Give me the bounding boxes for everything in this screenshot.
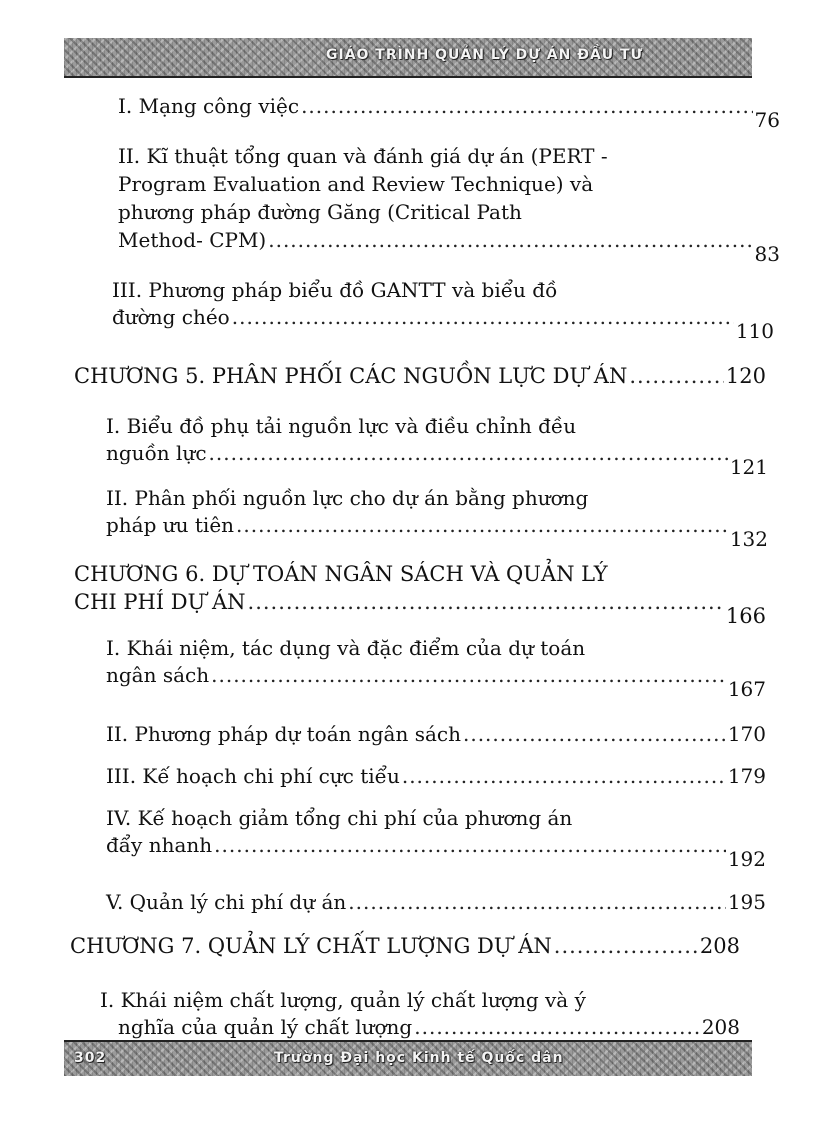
toc-page-number: 120	[725, 364, 766, 388]
leader-dots	[236, 511, 728, 539]
toc-chapter	[74, 588, 766, 628]
toc-entry-text: I. Khái niệm chất lượng, quản lý chất lượng và ý	[100, 988, 586, 1012]
leader-dots	[211, 661, 726, 689]
toc-entry-text: nguồn lực	[106, 441, 207, 465]
leader-dots	[301, 92, 752, 120]
toc-entry-text: I. Mạng công việc	[118, 94, 300, 118]
toc-entry-text: nghĩa của quản lý chất lượng	[118, 1015, 413, 1039]
leader-dots	[248, 588, 724, 616]
toc-entry-text: Method- CPM)	[118, 228, 267, 252]
leader-dots	[209, 439, 728, 467]
toc-page-number: 208	[699, 934, 740, 958]
toc-page-number: 83	[754, 242, 780, 266]
toc-chapter	[74, 560, 766, 588]
toc-entry	[106, 634, 766, 662]
toc-chapter	[74, 362, 766, 390]
footer-page-number: 302	[74, 1050, 107, 1066]
toc-page-number: 167	[727, 677, 766, 701]
toc-entry	[118, 226, 780, 266]
toc-chapter-text: CHI PHÍ DỰ ÁN	[74, 590, 246, 614]
toc-entry-text: II. Phân phối nguồn lực cho dự án bằng phương	[106, 486, 589, 510]
toc-entry	[106, 762, 766, 790]
toc-entry-text: V. Quản lý chi phí dự án	[106, 890, 347, 914]
toc-entry	[106, 412, 766, 440]
toc-entry	[106, 661, 766, 701]
leader-dots	[232, 303, 734, 331]
toc-page-number: 192	[727, 847, 766, 871]
toc-entry	[100, 986, 740, 1014]
toc-chapter-text: CHƯƠNG 7. QUẢN LÝ CHẤT LƯỢNG DỰ ÁN	[70, 934, 552, 958]
toc-entry-text: III. Phương pháp biểu đồ GANTT và biểu đồ	[112, 278, 558, 302]
toc-page-number: 208	[701, 1015, 740, 1039]
toc-page-number: 170	[727, 722, 766, 746]
footer-publisher: Trường Đại học Kinh tế Quốc dân	[274, 1050, 564, 1066]
leader-dots	[463, 720, 726, 748]
toc-entry	[106, 439, 768, 479]
leader-dots	[414, 1013, 700, 1041]
toc-page-number: 76	[754, 108, 780, 132]
toc-entry-text: Program Evaluation and Review Technique) và	[118, 172, 594, 196]
toc-entry-text: ngân sách	[106, 663, 210, 687]
toc-entry	[106, 831, 766, 871]
toc-page-number: 179	[727, 764, 766, 788]
toc-page-number: 110	[735, 319, 774, 343]
toc-entry-text: II. Kĩ thuật tổng quan và đánh giá dự án (PERT -	[118, 144, 608, 168]
leader-dots	[629, 362, 724, 390]
toc-entry-text: I. Biểu đồ phụ tải nguồn lực và điều chỉnh đều	[106, 414, 577, 438]
toc-entry	[118, 92, 780, 132]
toc-entry	[106, 804, 766, 832]
toc-entry	[106, 888, 766, 916]
footer-band	[64, 1040, 752, 1076]
toc-chapter-text: CHƯƠNG 6. DỰ TOÁN NGÂN SÁCH VÀ QUẢN LÝ	[74, 562, 608, 586]
toc-chapter	[70, 932, 740, 960]
toc-entry	[118, 1013, 740, 1041]
leader-dots	[268, 226, 752, 254]
leader-dots	[402, 762, 726, 790]
toc-chapter-text: CHƯƠNG 5. PHÂN PHỐI CÁC NGUỒN LỰC DỰ ÁN	[74, 364, 628, 388]
toc-entry-text: IV. Kế hoạch giảm tổng chi phí của phương án	[106, 806, 573, 830]
toc-entry-text: I. Khái niệm, tác dụng và đặc điểm của dự toán	[106, 636, 586, 660]
leader-dots	[554, 932, 698, 960]
leader-dots	[214, 831, 726, 859]
toc-entry-text: đường chéo	[112, 305, 230, 329]
toc-page-number: 166	[725, 604, 766, 628]
toc-entry-text: II. Phương pháp dự toán ngân sách	[106, 722, 461, 746]
toc-page-number: 132	[729, 527, 768, 551]
toc-entry-text: III. Kế hoạch chi phí cực tiểu	[106, 764, 400, 788]
leader-dots	[348, 888, 726, 916]
toc-entry	[106, 484, 766, 512]
header-title: GIÁO TRÌNH QUẢN LÝ DỰ ÁN ĐẦU TƯ	[326, 47, 644, 63]
toc-entry-text: pháp ưu tiên	[106, 513, 235, 537]
toc-entry	[112, 276, 772, 304]
toc-entry-text: phương pháp đường Găng (Critical Path	[118, 200, 522, 224]
toc-entry	[106, 511, 768, 551]
toc-entry	[106, 720, 766, 748]
toc-entry	[112, 303, 774, 343]
toc-entry	[118, 142, 760, 226]
toc-entry-text: đẩy nhanh	[106, 833, 213, 857]
toc-page-number: 195	[727, 890, 766, 914]
toc-page-number: 121	[729, 455, 768, 479]
